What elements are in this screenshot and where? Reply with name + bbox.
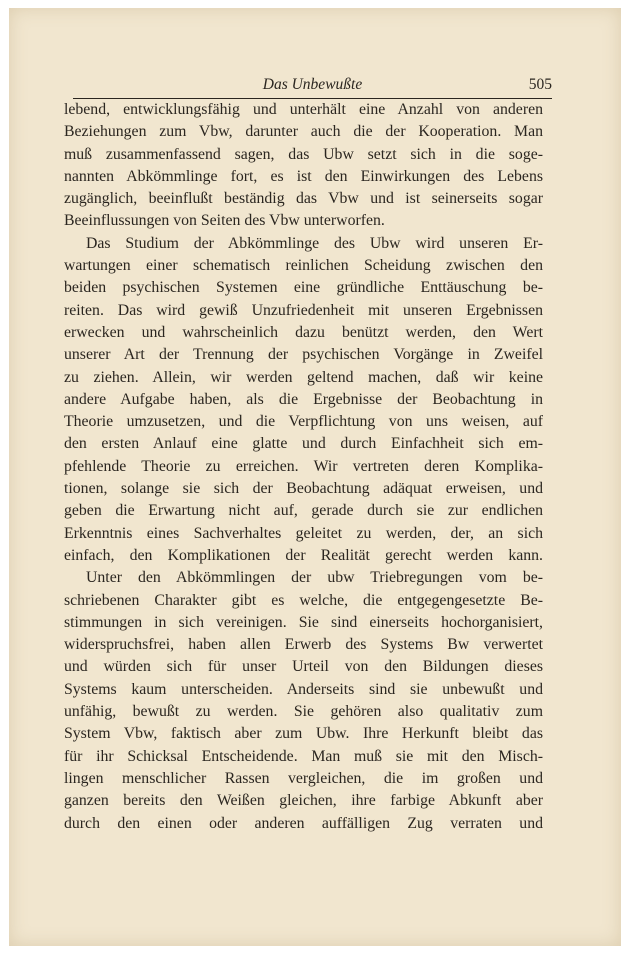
text-line: unfähig, bewußt zu werden. Sie gehören also qualitativ zum [64,703,543,721]
text-line: Erkenntnis eines Sachverhaltes geleitet zu werden, der, an sich [64,524,543,542]
text-line: ganzen bereits den Weißen gleichen, ihre farbige Abkunft aber [64,792,543,810]
text-line: beiden psychischen Systemen eine gründliche Enttäuschung be- [64,279,543,297]
text-line: Beziehungen zum Vbw, darunter auch die der Kooperation. Man [64,123,543,141]
running-header [73,72,552,99]
text-line: andere Aufgabe haben, als die Ergebnisse der Beobachtung in [64,390,543,408]
text-line: tionen, solange sie sich der Beobachtung adäquat erweisen, und [64,480,543,498]
text-line: den ersten Anlauf eine glatte und durch Einfachheit sich em- [64,435,543,453]
text-line: Beeinflussungen von Seiten des Vbw unterworfen. [64,212,385,230]
text-line: Das Studium der Abkömmlinge des Ubw wird unseren Er- [86,234,543,252]
text-line: für ihr Schicksal Entscheidende. Man muß sie mit den Misch- [64,747,543,765]
body-text [64,99,543,835]
text-line: zugänglich, beeinflußt beständig das Vbw und ist seinerseits sogar [64,190,543,208]
running-head-title: Das Unbewußte [262,76,363,93]
text-line: Theorie umzusetzen, und die Verpflichtung von uns weisen, auf [64,413,543,431]
text-line: lebend, entwicklungsfähig und unterhält eine Anzahl von anderen [64,101,543,118]
text-line: widerspruchsfrei, haben allen Erwerb des Systems Bw verwertet [64,636,543,654]
text-line: nannten Abkömmlinge fort, es ist den Einwirkungen des Lebens [64,167,543,185]
text-line: erwecken und wahrscheinlich dazu benützt werden, den Wert [64,323,543,341]
text-line: geben die Erwartung nicht auf, gerade durch sie zur endlichen [64,502,543,520]
text-line: durch den einen oder anderen auffälligen Zug verraten und [64,814,543,832]
text-line: unserer Art der Trennung der psychischen Vorgänge in Zweifel [64,346,543,364]
text-line: muß zusammenfassend sagen, das Ubw setzt sich in die soge- [64,145,543,163]
text-line: zu ziehen. Allein, wir werden geltend machen, daß wir keine [64,368,543,386]
text-line: einfach, den Komplikationen der Realität gerecht werden kann. [64,546,543,564]
page-number: 505 [528,76,552,93]
text-line: System Vbw, faktisch aber zum Ubw. Ihre Herkunft bleibt das [64,725,543,743]
text-line: stimmungen in sich vereinigen. Sie sind einerseits hochorganisiert, [64,613,543,631]
text-line: Systems kaum unterscheiden. Anderseits sind sie unbewußt und [64,680,543,698]
text-line: reiten. Das wird gewiß Unzufriedenheit mit unseren Ergebnissen [64,301,543,319]
text-line: wartungen einer schematisch reinlichen Scheidung zwischen den [64,257,543,275]
text-line: pfehlende Theorie zu erreichen. Wir vertreten deren Komplika- [64,457,543,475]
text-line: und würden sich für unser Urteil von den Bildungen dieses [64,658,543,676]
text-line: schriebenen Charakter gibt es welche, die entgegengesetzte Be- [64,591,543,609]
text-line: Unter den Abkömmlingen der ubw Triebregungen vom be- [86,569,543,587]
text-line: lingen menschlicher Rassen vergleichen, die im großen und [64,769,543,787]
